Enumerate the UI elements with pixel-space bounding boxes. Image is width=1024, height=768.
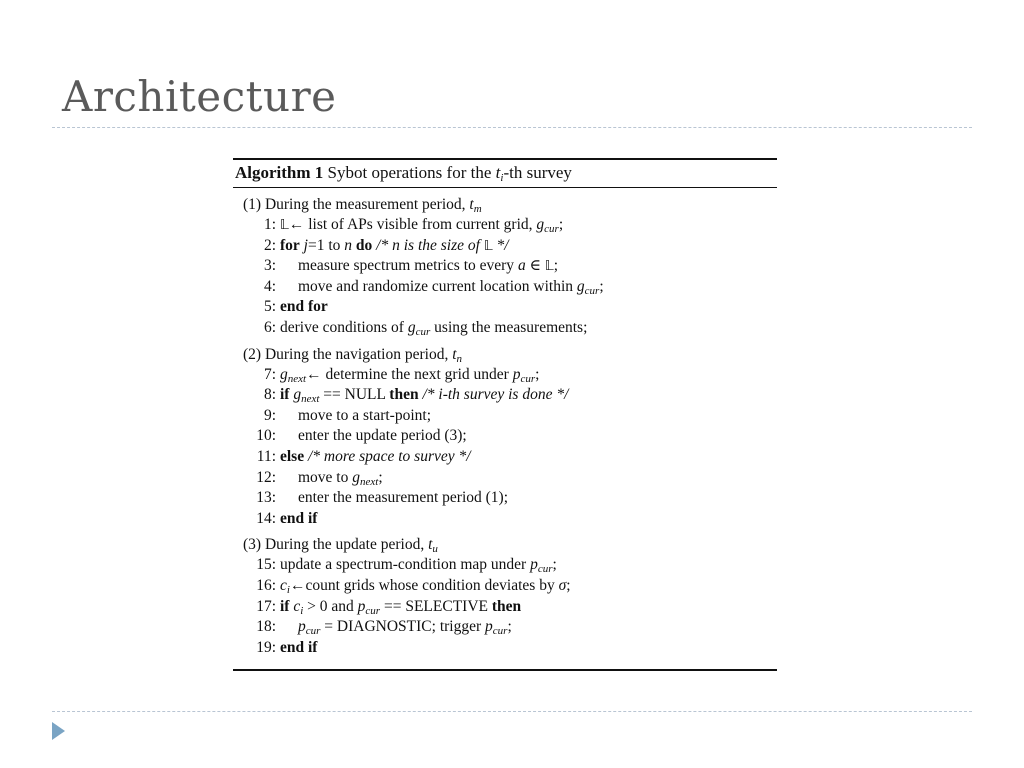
line-number: 14: <box>256 509 276 527</box>
caption-text: Sybot operations for the <box>327 163 496 182</box>
algorithm-caption <box>233 160 777 187</box>
algo-line-8 <box>233 385 777 406</box>
keyword: then <box>491 597 522 615</box>
code-var: p <box>485 618 493 636</box>
line-code: enter the measurement period (1); <box>298 489 509 507</box>
algo-line-19 <box>233 638 777 659</box>
keyword: if <box>280 386 290 404</box>
code-var: p <box>298 618 306 636</box>
code-text: > 0 and <box>303 597 358 615</box>
code-text: ← determine the next grid under <box>306 365 513 383</box>
code-sub: next <box>287 372 307 385</box>
line-code <box>298 277 604 299</box>
code-var: p <box>512 365 521 383</box>
code-sub: cur <box>544 223 559 235</box>
code-text: derive conditions of <box>280 318 408 336</box>
line-code <box>280 385 568 407</box>
algo-line-9 <box>233 406 777 427</box>
line-number: 10: <box>256 427 276 445</box>
code-var: n <box>344 236 353 254</box>
algorithm-label: Algorithm 1 <box>235 163 324 182</box>
line-code: move to a start-point; <box>298 406 432 424</box>
line-number: 6: <box>263 318 276 336</box>
section-heading-var: t <box>469 196 474 213</box>
line-number: 8: <box>263 386 276 404</box>
code-var: p <box>530 556 538 574</box>
comment: */ <box>492 236 509 254</box>
line-number: 9: <box>263 406 276 424</box>
code-text: update a spectrum-condition map under <box>280 556 531 574</box>
code-sub: next <box>360 475 379 488</box>
section-heading-text: (2) During the navigation period, <box>243 345 453 363</box>
code-var: g <box>289 386 302 404</box>
code-text: ; <box>378 468 383 486</box>
section-heading <box>233 535 777 555</box>
caption-text-tail: -th survey <box>503 163 572 182</box>
code-sub: cur <box>520 372 536 385</box>
algorithm-bottom-rule <box>233 669 777 671</box>
slide-title: Architecture <box>62 72 337 121</box>
keyword: end if <box>280 509 318 527</box>
algo-line-14 <box>233 509 777 530</box>
line-code <box>280 447 471 468</box>
code-text: ; <box>553 257 559 275</box>
line-number: 2: <box>263 236 276 254</box>
code-text: ← list of APs visible from current grid, <box>288 216 537 233</box>
section-heading <box>233 195 777 215</box>
code-sub: i <box>286 583 290 596</box>
code-text: =1 to <box>307 236 345 254</box>
keyword: do <box>352 236 373 254</box>
algo-line-7 <box>233 365 777 386</box>
comment: /* more space to survey */ <box>304 447 471 465</box>
code-text: = DIAGNOSTIC; trigger <box>320 618 486 636</box>
line-number: 5: <box>263 298 276 316</box>
line-number: 15: <box>256 556 276 574</box>
line-code <box>280 555 557 577</box>
section-heading-var: t <box>452 345 457 363</box>
code-sub: cur <box>365 604 381 617</box>
next-slide-arrow-icon[interactable] <box>52 722 65 740</box>
code-sub: cur <box>415 325 431 338</box>
code-text: move to <box>298 468 353 486</box>
code-text: == NULL <box>319 386 390 404</box>
line-number: 3: <box>263 257 276 275</box>
line-code <box>298 617 512 639</box>
keyword: if <box>280 597 290 615</box>
section-heading <box>233 345 777 365</box>
algo-line-4 <box>233 277 777 298</box>
code-var: g <box>280 365 288 383</box>
code-sub: cur <box>492 625 508 638</box>
line-number: 11: <box>256 447 276 465</box>
algo-line-10 <box>233 426 777 447</box>
line-code <box>280 597 521 619</box>
code-text: ←count grids whose condition deviates by <box>289 576 559 594</box>
code-text: ∈ <box>525 257 545 275</box>
algo-line-17 <box>233 597 777 618</box>
set-symbol: 𝕃 <box>280 217 289 233</box>
line-code <box>298 256 558 277</box>
code-var: g <box>407 318 416 336</box>
code-text: == SELECTIVE <box>380 597 492 615</box>
code-var: σ <box>558 576 567 594</box>
algo-line-1 <box>233 215 777 236</box>
line-code <box>280 365 539 387</box>
line-number: 1: <box>263 216 276 233</box>
code-text: using the measurements; <box>430 318 588 336</box>
code-var: a <box>517 257 526 275</box>
comment: /* n is the size of <box>372 236 484 254</box>
algo-line-3 <box>233 256 777 277</box>
line-code <box>280 576 571 598</box>
line-number: 18: <box>256 618 276 636</box>
algo-line-15 <box>233 555 777 576</box>
section-heading-text: (3) During the update period, <box>243 536 429 554</box>
title-divider <box>52 127 972 128</box>
section-heading-sub: n <box>456 352 463 365</box>
line-code: enter the update period (3); <box>298 427 467 445</box>
caption-var: t <box>495 163 501 182</box>
code-var: g <box>352 468 360 486</box>
line-number: 17: <box>256 597 276 615</box>
code-var: p <box>357 597 366 615</box>
line-code <box>280 318 587 340</box>
line-number: 12: <box>256 468 276 486</box>
line-number: 7: <box>263 365 276 383</box>
code-sub: cur <box>305 625 321 638</box>
code-var: c <box>280 576 287 594</box>
code-text: ; <box>535 365 540 383</box>
line-number: 19: <box>256 638 276 656</box>
algo-line-12 <box>233 468 777 489</box>
algo-line-6 <box>233 318 777 339</box>
code-sub: cur <box>537 563 553 576</box>
section-update <box>233 535 777 658</box>
code-text: ; <box>566 576 571 594</box>
code-text: ; <box>558 216 564 233</box>
algorithm-box <box>233 158 777 671</box>
section-heading-sub: u <box>432 543 438 556</box>
code-sub: cur <box>584 284 600 297</box>
algo-line-11 <box>233 447 777 468</box>
set-symbol: 𝕃 <box>544 258 554 275</box>
code-text: ; <box>552 556 557 574</box>
caption-sub: i <box>500 172 504 184</box>
section-navigation <box>233 345 777 530</box>
code-text: ; <box>599 277 604 295</box>
code-text: ; <box>507 618 512 636</box>
keyword: then <box>389 386 419 404</box>
code-var: j <box>299 236 308 254</box>
code-var: g <box>536 216 545 233</box>
section-heading-sub: m <box>473 203 482 215</box>
section-heading-text: (1) During the measurement period, <box>243 196 470 213</box>
line-code <box>298 468 383 490</box>
footer-divider <box>52 711 972 712</box>
line-code <box>280 215 563 237</box>
keyword: for <box>280 236 300 254</box>
code-text: move and randomize current location within <box>298 277 577 295</box>
algo-line-16 <box>233 576 777 597</box>
code-var: c <box>289 597 301 615</box>
line-number: 16: <box>256 576 276 594</box>
line-number: 13: <box>256 489 276 507</box>
algo-line-2 <box>233 236 777 257</box>
section-heading-var: t <box>428 536 433 554</box>
algo-line-18 <box>233 617 777 638</box>
set-symbol: 𝕃 <box>483 237 493 254</box>
algorithm-body <box>233 188 777 669</box>
code-sub: next <box>301 393 320 406</box>
keyword: end for <box>280 298 328 316</box>
comment: /* i-th survey is done */ <box>418 386 569 404</box>
keyword: else <box>280 447 305 465</box>
code-sub: i <box>300 604 304 617</box>
line-code <box>280 236 509 257</box>
code-var: g <box>576 277 585 295</box>
algo-line-13 <box>233 488 777 509</box>
section-measurement <box>233 195 777 339</box>
line-number: 4: <box>263 277 276 295</box>
keyword: end if <box>280 638 318 656</box>
code-text: measure spectrum metrics to every <box>298 257 518 275</box>
algo-line-5 <box>233 297 777 318</box>
